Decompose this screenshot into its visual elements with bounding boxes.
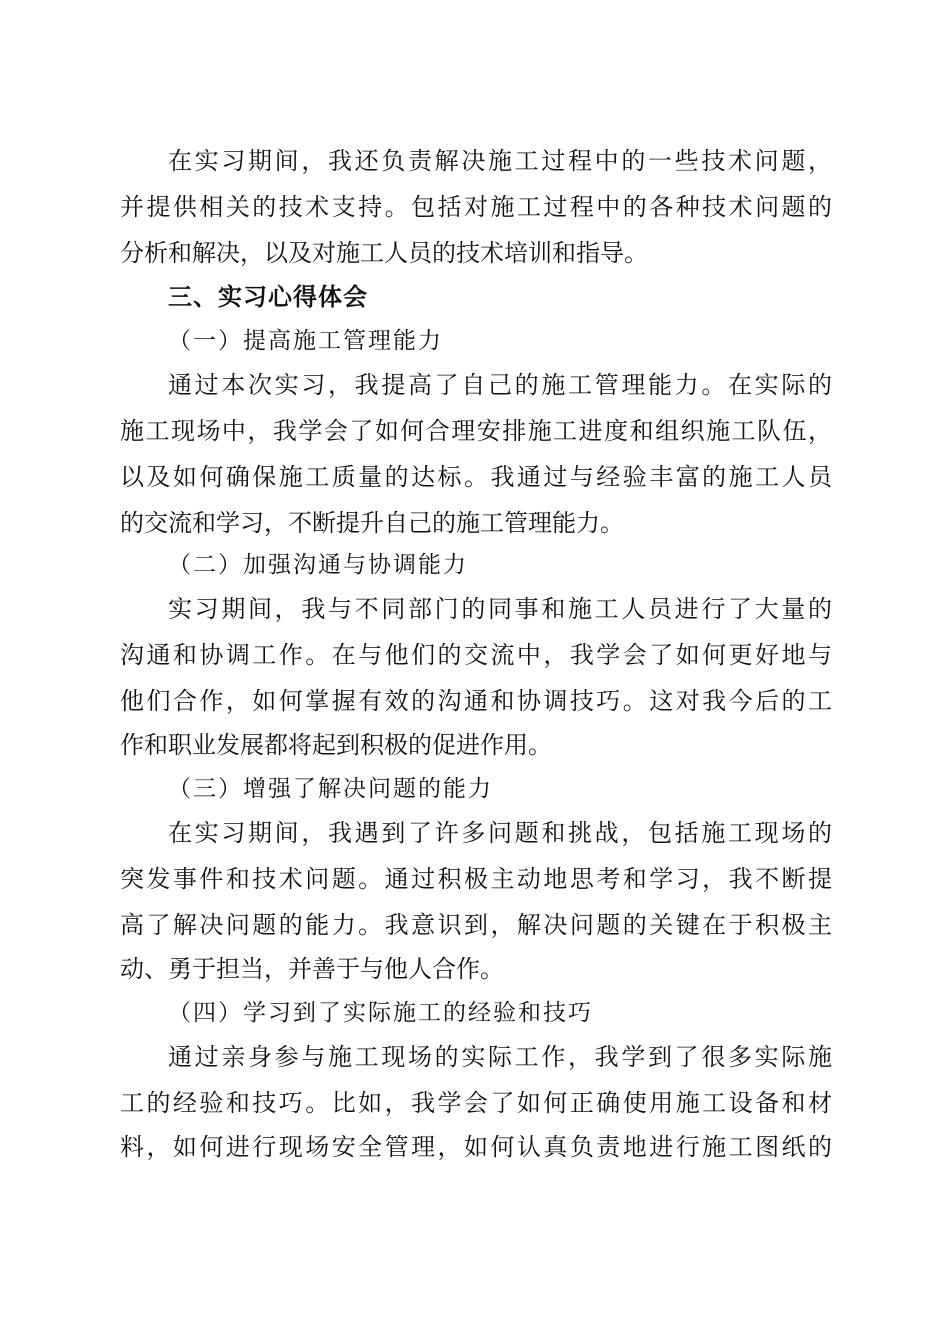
paragraph-line: 在实习期间，我还负责解决施工过程中的一些技术问题， [168,147,832,175]
subsection-heading: （二）加强沟通与协调能力 [168,552,468,578]
paragraph-line: 并提供相关的技术支持。包括对施工过程中的各种技术问题的 [120,193,832,221]
paragraph-line: 高了解决问题的能力。我意识到，解决问题的关键在于积极主 [120,911,832,939]
subsection-heading: （三）增强了解决问题的能力 [168,776,493,802]
subsection-heading: （一）提高施工管理能力 [168,328,443,354]
paragraph-line: 动、勇于担当，并善于与他人合作。 [120,955,504,983]
paragraph-line: 实习期间，我与不同部门的同事和施工人员进行了大量的 [168,595,832,623]
paragraph-line: 以及如何确保施工质量的达标。我通过与经验丰富的施工人员 [120,463,832,491]
paragraph-line: 通过亲身参与施工现场的实际工作，我学到了很多实际施 [168,1043,832,1071]
section-heading: 三、实习心得体会 [168,283,368,311]
paragraph-line: 他们合作，如何掌握有效的沟通和协调技巧。这对我今后的工 [120,687,832,715]
paragraph-line: 沟通和协调工作。在与他们的交流中，我学会了如何更好地与 [120,641,832,669]
paragraph-line: 分析和解决，以及对施工人员的技术培训和指导。 [120,239,648,267]
paragraph-line: 的交流和学习，不断提升自己的施工管理能力。 [120,509,624,537]
paragraph-line: 工的经验和技巧。比如，我学会了如何正确使用施工设备和材 [120,1089,832,1117]
paragraph-line: 施工现场中，我学会了如何合理安排施工进度和组织施工队伍， [120,417,832,445]
paragraph-line: 料，如何进行现场安全管理，如何认真负责地进行施工图纸的 [120,1133,832,1161]
paragraph-line: 突发事件和技术问题。通过积极主动地思考和学习，我不断提 [120,865,832,893]
paragraph-line: 通过本次实习，我提高了自己的施工管理能力。在实际的 [168,371,832,399]
paragraph-line: 作和职业发展都将起到积极的促进作用。 [120,731,552,759]
paragraph-line: 在实习期间，我遇到了许多问题和挑战，包括施工现场的 [168,819,832,847]
subsection-heading: （四）学习到了实际施工的经验和技巧 [168,1000,593,1026]
